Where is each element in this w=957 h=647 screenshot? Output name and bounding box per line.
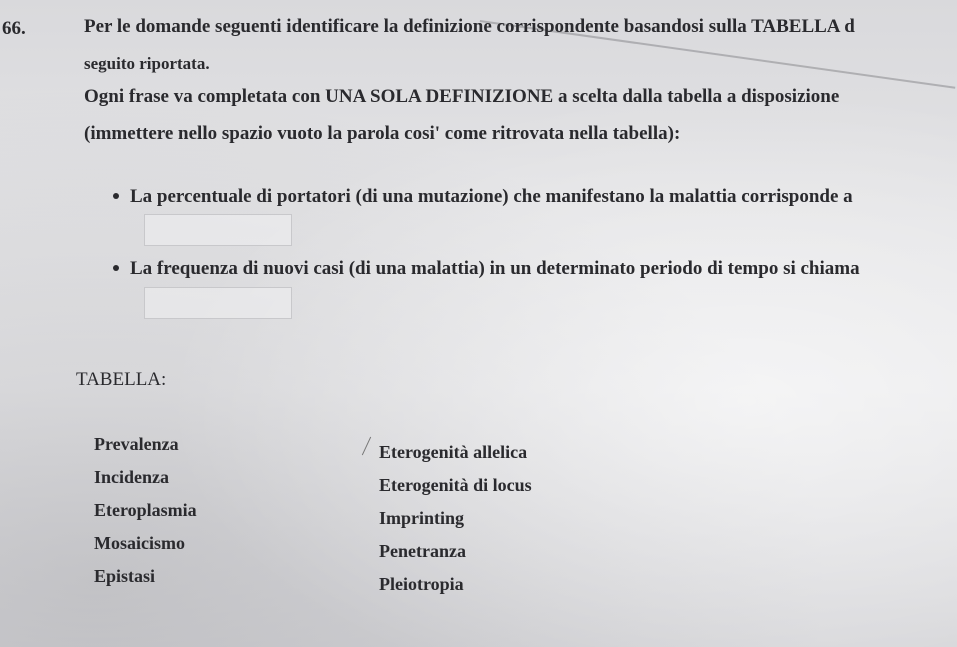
- table-right-column: [379, 436, 532, 601]
- table-term: Incidenza: [94, 467, 170, 487]
- question-item-2: [113, 258, 860, 280]
- pen-mark: [362, 437, 371, 456]
- instruction-line-1: Per le domande seguenti identificare la definizione corrispondente basandosi sulla TABELLA d: [84, 16, 855, 37]
- question-item-1-text: La percentuale di portatori (di una mutazione) che manifestano la malattia corrisponde a: [130, 186, 853, 207]
- answer-input-1[interactable]: [144, 214, 292, 246]
- table-term: Epistasi: [94, 566, 156, 586]
- table-term: Eterogenità allelica: [379, 442, 528, 462]
- table-left-column: [94, 428, 197, 593]
- question-item-2-text: La frequenza di nuovi casi (di una malattia) in un determinato periodo di tempo si chiama: [130, 258, 860, 279]
- answer-input-2[interactable]: [144, 287, 292, 319]
- table-term: Penetranza: [379, 541, 466, 561]
- bullet-icon: [113, 193, 119, 199]
- question-item-1: [113, 186, 853, 208]
- instruction-line-3: Ogni frase va completata con UNA SOLA DEFINIZIONE a scelta dalla tabella a disposizione: [84, 86, 840, 107]
- bullet-icon: [113, 265, 119, 271]
- instruction-line-4: (immettere nello spazio vuoto la parola cosi' come ritrovata nella tabella):: [84, 123, 681, 144]
- table-term: Eteroplasmia: [94, 500, 197, 520]
- question-number: 66.: [2, 18, 26, 39]
- table-heading: TABELLA:: [76, 369, 167, 390]
- instruction-line-2: seguito riportata.: [84, 54, 210, 73]
- table-term: Eterogenità di locus: [379, 475, 532, 495]
- table-term: Pleiotropia: [379, 574, 464, 594]
- table-term: Prevalenza: [94, 434, 179, 454]
- table-term: Imprinting: [379, 508, 465, 528]
- table-term: Mosaicismo: [94, 533, 185, 553]
